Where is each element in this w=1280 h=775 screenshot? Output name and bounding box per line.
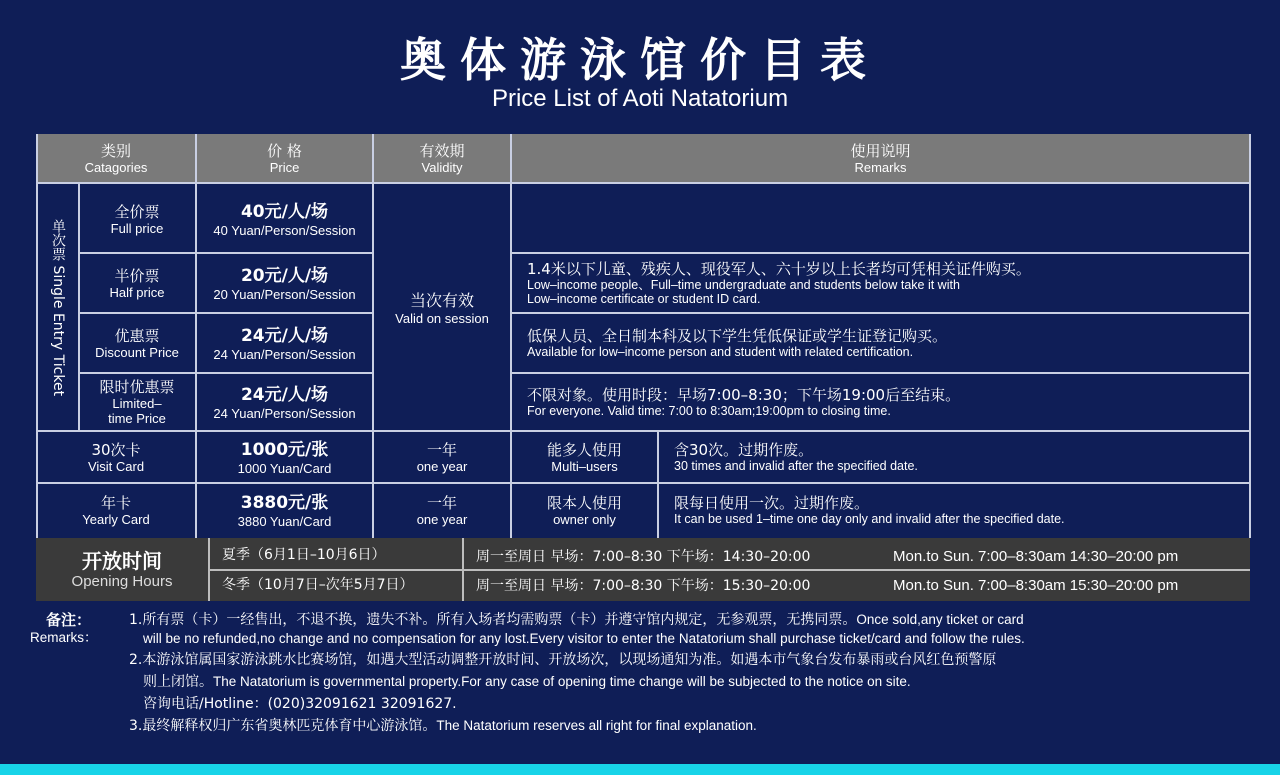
grid-line (78, 312, 373, 314)
grid-line (78, 372, 373, 374)
price-yearly-card: 3880元/张 3880 Yuan/Card (237, 492, 332, 529)
remark-half-price: 1.4米以下儿童、残疾人、现役军人、六十岁以上长者均可凭相关证件购买。 Low–income people、Full–time undergraduate and students below take it with Low–income certificate or student ID card. (527, 260, 1031, 306)
validity-yearly-card: 一年 one year (416, 493, 468, 527)
single-validity: 当次有效 Valid on session (395, 290, 489, 326)
grid-line (372, 134, 374, 538)
summer-hours-en: Mon.to Sun. 7:00–8:30am 14:30–20:00 pm (893, 548, 1179, 565)
grid-line (78, 184, 80, 430)
page-subtitle: Price List of Aoti Natatorium (491, 85, 789, 112)
validity-visit-card: 一年 one year (416, 440, 468, 474)
grid-line (36, 430, 1250, 432)
grid-line (36, 482, 1250, 484)
page-title: 奥体游泳馆价目表 (400, 33, 880, 87)
price-full: 40元/人/场 40 Yuan/Person/Session (213, 201, 356, 238)
grid-line (510, 134, 512, 538)
hotline: 咨询电话/Hotline：(020)32091621 32091627. (143, 696, 457, 712)
remark-limited-time: 不限对象。使用时段：早场7:00–8:30；下午场19:00后至结束。 For everyone. Valid time: 7:00 to 8:30am;19:00pm to closing time. (527, 386, 961, 418)
usage-visit-card: 能多人使用 Multi–users (546, 440, 622, 474)
notes-label-en: Remarks： (30, 630, 98, 645)
price-half: 20元/人/场 20 Yuan/Person/Session (213, 265, 356, 302)
grid-line (511, 312, 1250, 314)
notes-label-zh: 备注： (46, 611, 92, 629)
price-discount: 24元/人/场 24 Yuan/Person/Session (213, 325, 356, 362)
header-validity: 有效期 Validity (373, 134, 511, 182)
category-visit-card: 30次卡 Visit Card (87, 440, 145, 474)
category-full-price: 全价票 Full price (110, 202, 164, 236)
winter-hours-zh: 周一至周日 早场：7:00–8:30 下午场：15:30–20:00 (476, 578, 811, 594)
grid-line (36, 134, 38, 538)
note-1: 1.所有票（卡）一经售出，不退不换，遗失不补。所有入场者均需购票（卡）并遵守馆内规定，无参观票，无携同票。Once sold,any ticket or card (129, 612, 1024, 628)
category-half-price: 半价票 Half price (109, 266, 165, 300)
note-2-cont: 则上闭馆。The Natatorium is governmental property.For any case of opening time change will be subjected to the notice on site. (143, 674, 911, 690)
remark-yearly-card: 限每日使用一次。过期作废。 It can be used 1–time one day only and invalid after the specified date. (674, 494, 1065, 526)
grid-line (36, 182, 1250, 184)
winter-season: 冬季（10月7日–次年5月7日） (222, 577, 414, 593)
grid-line (511, 372, 1250, 374)
header-remarks: 使用说明 Remarks (511, 134, 1250, 182)
price-visit-card: 1000元/张 1000 Yuan/Card (237, 439, 332, 476)
category-limited-time: 限时优惠票 Limited– time Price (99, 378, 175, 426)
grid-line (511, 252, 1250, 254)
category-yearly-card: 年卡 Yearly Card (82, 493, 150, 527)
header-categories: 类别 Catagories (36, 134, 196, 182)
price-limited-time: 24元/人/场 24 Yuan/Person/Session (213, 384, 356, 421)
note-3: 3.最终解释权归广东省奥林匹克体育中心游泳馆。The Natatorium reserves all right for final explanation. (129, 718, 757, 734)
hours-divider (208, 569, 1250, 571)
remark-visit-card: 含30次。过期作废。 30 times and invalid after the specified date. (674, 441, 918, 473)
note-1-en: will be no refunded,no change and no compensation for any lost.Every visitor to enter the Natatorium shall purchase ticket/card and follow the rules. (143, 631, 1025, 646)
header-price: 价 格 Price (196, 134, 373, 182)
grid-line (78, 252, 373, 254)
usage-yearly-card: 限本人使用 owner only (546, 493, 622, 527)
category-discount: 优惠票 Discount Price (95, 326, 179, 360)
grid-line (657, 432, 659, 538)
single-entry-label: 单次票 Single Entry Ticket (50, 219, 66, 397)
summer-season: 夏季（6月1日–10月6日） (222, 547, 386, 563)
note-2: 2.本游泳馆属国家游泳跳水比赛场馆，如遇大型活动调整开放时间、开放场次，以现场通知为准。如遇本市气象台发布暴雨或台风红色预警原 (129, 652, 997, 668)
grid-line (1249, 134, 1251, 538)
winter-hours-en: Mon.to Sun. 7:00–8:30am 15:30–20:00 pm (893, 577, 1179, 594)
grid-line (195, 134, 197, 538)
remark-discount: 低保人员、全日制本科及以下学生凭低保证或学生证登记购买。 Available for low–income person and student with related certification. (527, 327, 948, 359)
summer-hours-zh: 周一至周日 早场：7:00–8:30 下午场：14:30–20:00 (476, 549, 811, 565)
opening-hours-label: 开放时间 Opening Hours (71, 548, 173, 590)
bottom-accent-bar (0, 764, 1280, 775)
